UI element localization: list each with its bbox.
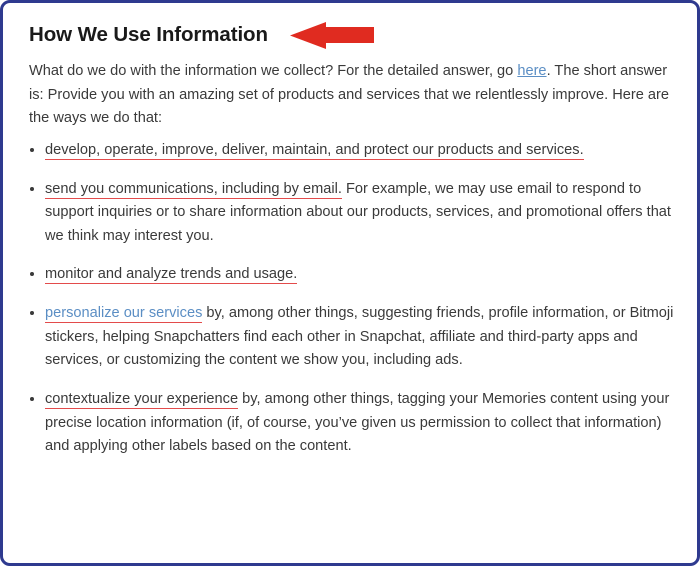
- heading-row: [29, 17, 675, 60]
- list-item-highlight: send you communications, including by email.: [45, 180, 342, 197]
- list-item-rest: For example, we may use email to respond to support inquiries or to share information about our products, services, and promotional offers that we think may interest you.: [45, 180, 671, 244]
- list-item: [29, 302, 675, 373]
- intro-paragraph: [29, 60, 675, 131]
- intro-text-before-link: What do we do with the information we collect? For the detailed answer, go: [29, 63, 518, 79]
- list-item-highlight: contextualize your experience: [45, 391, 239, 408]
- here-link[interactable]: here: [517, 63, 547, 79]
- page-title: How We Use Information: [29, 22, 268, 46]
- list-item-highlight: develop, operate, improve, deliver, maintain, and protect our products and services.: [45, 141, 584, 158]
- list-item-rest: by, among other things, tagging your Memories content using your precise location information (if, of course, you’ve given us permission to collect that information) and applying other labels based on the content.: [45, 391, 670, 455]
- list-item: [29, 263, 675, 287]
- list-item: [29, 178, 675, 249]
- list-item: [29, 139, 675, 163]
- intro-text-after-link: . The short answer is: Provide you with an amazing set of products and services that we relentlessly improve. Here are the ways we do that:: [29, 63, 669, 127]
- list-item: [29, 388, 675, 459]
- list-item-highlight: monitor and analyze trends and usage.: [45, 266, 298, 283]
- red-arrow-annotation-icon: [286, 21, 376, 60]
- usage-list: [29, 139, 675, 459]
- document-body: [3, 3, 697, 563]
- personalize-our-services-link[interactable]: personalize our services: [45, 305, 203, 322]
- list-item-rest: by, among other things, suggesting friends, profile information, or Bitmoji stickers, helping Snapchatters find each other in Snapchat, affiliate and third-party apps and services, or customizing the content we show you, including ads.: [45, 305, 674, 369]
